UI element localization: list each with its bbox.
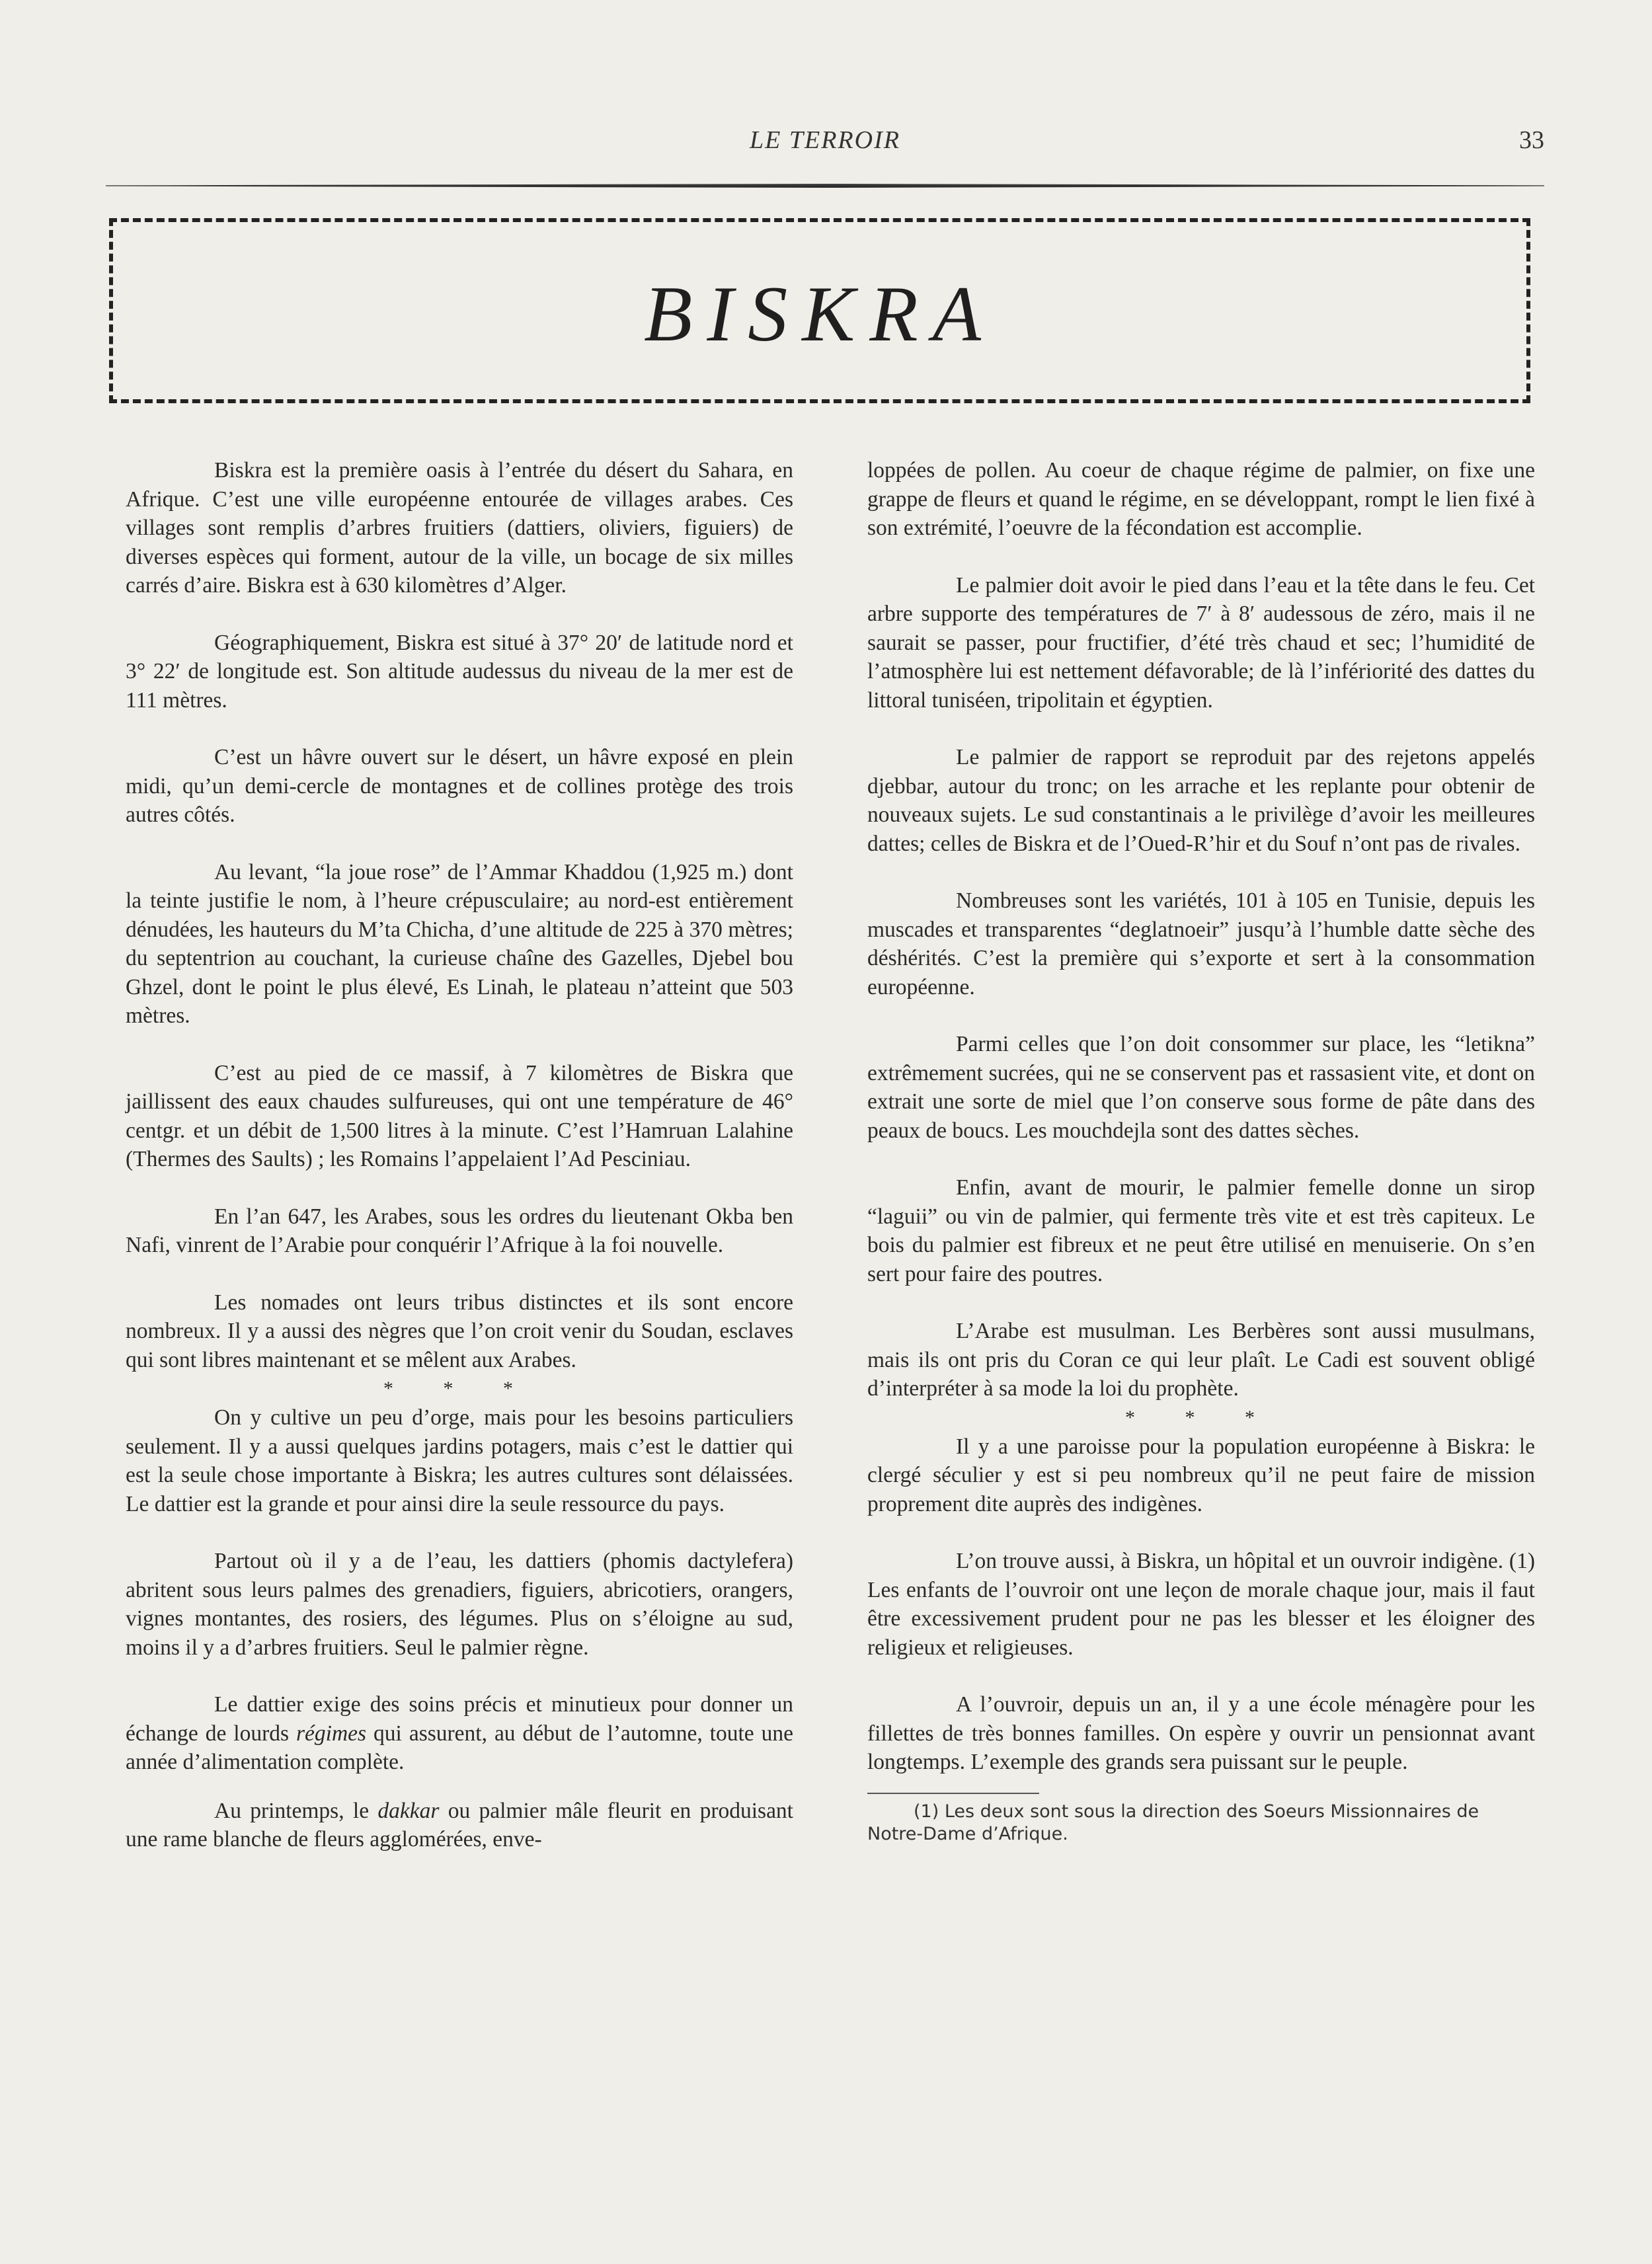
footnote-rule (867, 1793, 1039, 1794)
paragraph: Géographiquement, Biskra est situé à 37° 20′ de latitude nord et 3° 22′ de longitude est. Son altitude audessus du niveau de la mer est de 111 mètres. (126, 630, 793, 713)
paragraph: En l’an 647, les Arabes, sous les ordres du lieutenant Okba ben Nafi, vinrent de l’Arabie pour conquérir l’Afrique à la foi nouvelle. (126, 1204, 793, 1257)
paragraph: Il y a une paroisse pour la population européenne à Biskra: le clergé séculier y est si peu nombreux qu’il ne peut faire de mission proprement dite auprès des indigènes. (867, 1434, 1535, 1516)
paragraph: Biskra est la première oasis à l’entrée du désert du Sahara, en Afrique. C’est une ville européenne entourée de villages arabes. Ces villages sont remplis d’arbres fruitiers (dattiers, oliviers, figuiers) de diverses espèces qui forment, autour de la ville, un bocage de six milles carrés d’aire. Biskra est à 630 kilomètres d’Alger. (126, 458, 793, 598)
paragraph: Nombreuses sont les variétés, 101 à 105 en Tunisie, depuis les muscades et transparentes “deglatnoeir” jusqu’à l’humble datte sèche des déshérités. C’est la première qui s’exporte et sert à la consommation européenne. (867, 888, 1535, 999)
text-run: ou palmier mâle fleurit en produisant une rame blanche de fleurs agglomérées, enve- (126, 1798, 793, 1852)
section-separator: * * * (383, 1378, 535, 1399)
title-frame (109, 218, 1530, 403)
paragraph: L’Arabe est musulman. Les Berbères sont aussi musulmans, mais ils ont pris du Coran ce qui leur plaît. Le Cadi est souvent obligé d’interpréter à sa mode la loi du prophète. (867, 1319, 1535, 1401)
left-column (126, 456, 793, 1854)
paragraph: Le palmier doit avoir le pied dans l’eau et la tête dans le feu. Cet arbre supporte des températures de 7′ à 8′ audessous de zéro, mais il ne saurait se passer, pour fructifier, d’été très chaud et sec; l’humidité de l’atmosphère lui est nettement défavorable; de là l’infériorité des dattes du littoral tuniséen, tripolitain et égyptien. (867, 572, 1535, 713)
text-run: qui assurent, au début de l’automne, toute une année d’alimentation complète. (126, 1721, 793, 1774)
paragraph: C’est un hâvre ouvert sur le désert, un hâvre exposé en plein midi, qu’un demi-cercle de montagnes et de collines protège des trois autres côtés. (126, 745, 793, 827)
text-run: Le dattier exige des soins précis et minutieux pour donner un échange de lourds (126, 1692, 793, 1746)
text-run: Au printemps, le (214, 1798, 378, 1823)
paragraph: Les nomades ont leurs tribus distinctes et ils sont encore nombreux. Il y a aussi des nègres que l’on croit venir du Soudan, esclaves qui sont libres maintenant et se mêlent aux Arabes. (126, 1290, 793, 1372)
section-separator: * * * (1125, 1406, 1277, 1428)
paragraph: L’on trouve aussi, à Biskra, un hôpital et un ouvroir indigène. (1) Les enfants de l’ouvroir ont une leçon de morale chaque jour, mais il faut être excessivement prudent pour ne pas les blesser et les éloigner des religieux et religieuses. (867, 1549, 1535, 1660)
running-title: LE TERROIR (750, 126, 900, 154)
right-column (867, 456, 1535, 1846)
paragraph: Au levant, “la joue rose” de l’Ammar Khaddou (1,925 m.) dont la teinte justifie le nom, à l’heure crépusculaire; au nord-est entièrement dénudées, les hauteurs du M’ta Chicha, d’une altitude de 225 à 370 mètres; du septentrion au couchant, la curieuse chaîne des Gazelles, Djebel bou Ghzel, dont le point le plus élevé, Es Linah, le plateau n’atteint que 503 mètres. (126, 859, 793, 1028)
italic-term: régimes (296, 1721, 367, 1746)
paragraph: Partout où il y a de l’eau, les dattiers (phomis dactylefera) abritent sous leurs palmes des grenadiers, figuiers, abricotiers, orangers, vignes montantes, des rosiers, des légumes. Plus on s’éloigne au sud, moins il y a d’arbres fruitiers. Seul le palmier règne. (126, 1549, 793, 1660)
paragraph (126, 1690, 793, 1777)
paragraph: Parmi celles que l’on doit consommer sur place, les “letikna” extrêmement sucrées, qui ne se conservent pas et rassasient vite, et dont on extrait une sorte de miel que l’on conserve sous forme de pâte dans des peaux de boucs. Les mouchdejla sont des dattes sèches. (867, 1032, 1535, 1143)
italic-term: dakkar (377, 1798, 440, 1823)
footnote: (1) Les deux sont sous la direction des Soeurs Missionnaires de Notre-Dame d’Afrique. (867, 1801, 1479, 1844)
header-rule (106, 184, 1544, 188)
paragraph: A l’ouvroir, depuis un an, il y a une école ménagère pour les fillettes de très bonnes familles. On espère y ouvrir un pensionnat avant longtemps. L’exemple des grands sera puissant sur le peuple. (867, 1692, 1535, 1774)
paragraph: C’est au pied de ce massif, à 7 kilomètres de Biskra que jaillissent des eaux chaudes sulfureuses, qui ont une température de 46° centgr. et un débit de 1,500 litres à la minute. C’est l’Hamruan Lalahine (Thermes des Saults) ; les Romains l’appelaient l’Ad Pesciniau. (126, 1060, 793, 1171)
paragraph: Enfin, avant de mourir, le palmier femelle donne un sirop “laguii” ou vin de palmier, qui fermente très vite et est très capiteux. Le bois du palmier est fibreux et ne peut être utilisé en menuiserie. On s’en sert pour faire des poutres. (867, 1175, 1535, 1286)
paragraph: Le palmier de rapport se reproduit par des rejetons appelés djebbar, autour du tronc; on les arrache et les replante pour obtenir de nouveaux sujets. Le sud constantinais a le privilège d’avoir les meilleures dattes; celles de Biskra et de l’Oued-R’hir et du Souf n’ont pas de rivales. (867, 745, 1535, 856)
article-title: BISKRA (644, 270, 996, 358)
page-number: 33 (1519, 126, 1544, 154)
running-head (106, 126, 1544, 165)
paragraph: loppées de pollen. Au coeur de chaque régime de palmier, on fixe une grappe de fleurs et quand le régime, en se développant, rompt le lien fixé à son extrémité, l’oeuvre de la fécondation est accomplie. (867, 458, 1535, 540)
paragraph: On y cultive un peu d’orge, mais pour les besoins particuliers seulement. Il y a aussi quelques jardins potagers, mais c’est le dattier qui est la seule chose importante à Biskra; les autres cultures sont délaissées. Le dattier est la grande et pour ainsi dire la seule ressource du pays. (126, 1405, 793, 1516)
paragraph (126, 1797, 793, 1854)
